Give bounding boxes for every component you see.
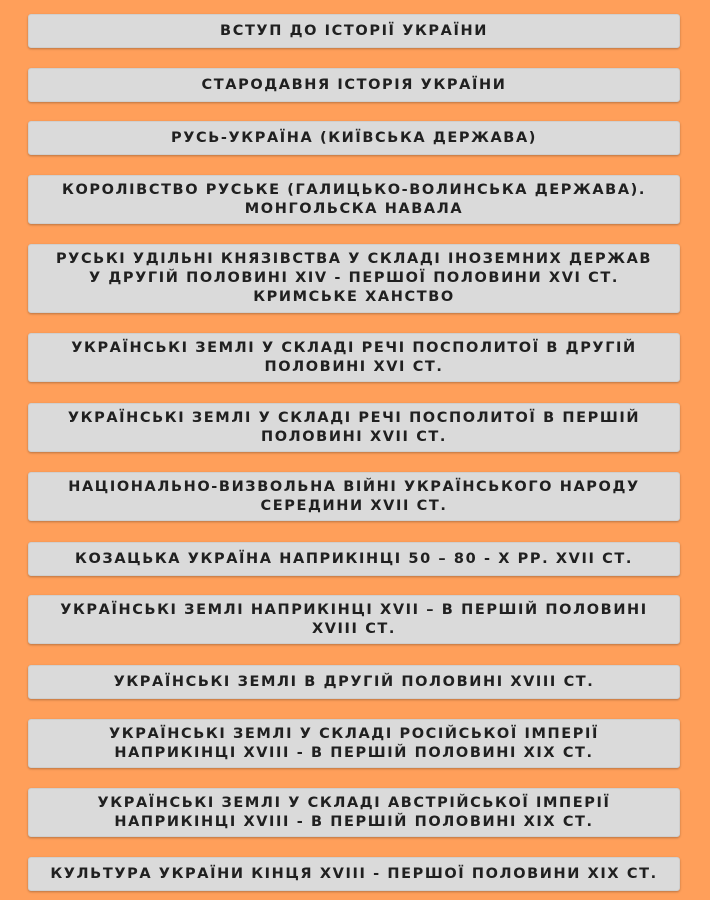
topic-label: КУЛЬТУРА УКРАЇНИ КІНЦЯ XVIII - ПЕРШОЇ ПОЛОВИНИ XIX СТ. bbox=[50, 865, 658, 882]
topic-button-6[interactable] bbox=[28, 333, 680, 382]
topic-label: КОЗАЦЬКА УКРАЇНА НАПРИКІНЦІ 50 – 80 - Х РР. XVII СТ. bbox=[75, 550, 633, 567]
topic-label: КОРОЛІВСТВО РУСЬКЕ (ГАЛИЦЬКО-ВОЛИНСЬКА ДЕРЖАВА). МОНГОЛЬСКА НАВАЛА bbox=[62, 181, 646, 217]
topic-label: РУСЬ-УКРАЇНА (КИЇВСЬКА ДЕРЖАВА) bbox=[171, 129, 537, 146]
topic-button-7[interactable] bbox=[28, 403, 680, 452]
topic-label: РУСЬКІ УДІЛЬНІ КНЯЗІВСТВА У СКЛАДІ ІНОЗЕМНИХ ДЕРЖАВ У ДРУГІЙ ПОЛОВИНІ XIV - ПЕРШОЇ ПОЛОВИНИ XVI СТ. КРИМСЬКЕ ХАНСТВО bbox=[55, 251, 653, 305]
topic-label: УКРАЇНСЬКІ ЗЕМЛІ В ДРУГІЙ ПОЛОВИНІ XVIII СТ. bbox=[113, 673, 595, 690]
topic-button-14[interactable] bbox=[28, 857, 680, 891]
topic-label: УКРАЇНСЬКІ ЗЕМЛІ У СКЛАДІ АВСТРІЙСЬКОЇ ІМПЕРІЇ НАПРИКІНЦІ XVIII - В ПЕРШІЙ ПОЛОВИНІ XIX СТ. bbox=[97, 794, 611, 830]
topic-button-12[interactable] bbox=[28, 719, 680, 768]
topic-button-11[interactable] bbox=[28, 665, 680, 699]
topic-label: УКРАЇНСЬКІ ЗЕМЛІ У СКЛАДІ РЕЧІ ПОСПОЛИТОЇ В ДРУГІЙ ПОЛОВИНІ XVI СТ. bbox=[71, 339, 637, 375]
topic-button-13[interactable] bbox=[28, 788, 680, 837]
topic-label: УКРАЇНСЬКІ ЗЕМЛІ НАПРИКІНЦІ XVII – В ПЕРШІЙ ПОЛОВИНІ XVIII СТ. bbox=[60, 601, 648, 637]
topic-button-3[interactable] bbox=[28, 121, 680, 155]
topic-button-4[interactable] bbox=[28, 175, 680, 224]
topic-label: УКРАЇНСЬКІ ЗЕМЛІ У СКЛАДІ РОСІЙСЬКОЇ ІМПЕРІЇ НАПРИКІНЦІ XVIII - В ПЕРШІЙ ПОЛОВИНІ XIX СТ. bbox=[109, 725, 599, 761]
topic-button-2[interactable] bbox=[28, 68, 680, 102]
topic-label: НАЦІОНАЛЬНО-ВИЗВОЛЬНА ВІЙНІ УКРАЇНСЬКОГО НАРОДУ СЕРЕДИНИ XVII СТ. bbox=[68, 478, 640, 514]
topic-button-10[interactable] bbox=[28, 595, 680, 644]
topic-button-8[interactable] bbox=[28, 472, 680, 521]
topic-button-1[interactable] bbox=[28, 14, 680, 48]
topic-label: СТАРОДАВНЯ ІСТОРІЯ УКРАЇНИ bbox=[201, 76, 507, 93]
topic-button-9[interactable] bbox=[28, 542, 680, 576]
topic-button-5[interactable] bbox=[28, 244, 680, 313]
topic-label: ВСТУП ДО ІСТОРІЇ УКРАЇНИ bbox=[220, 22, 488, 39]
topic-label: УКРАЇНСЬКІ ЗЕМЛІ У СКЛАДІ РЕЧІ ПОСПОЛИТОЇ В ПЕРШІЙ ПОЛОВИНІ XVII СТ. bbox=[67, 409, 641, 445]
